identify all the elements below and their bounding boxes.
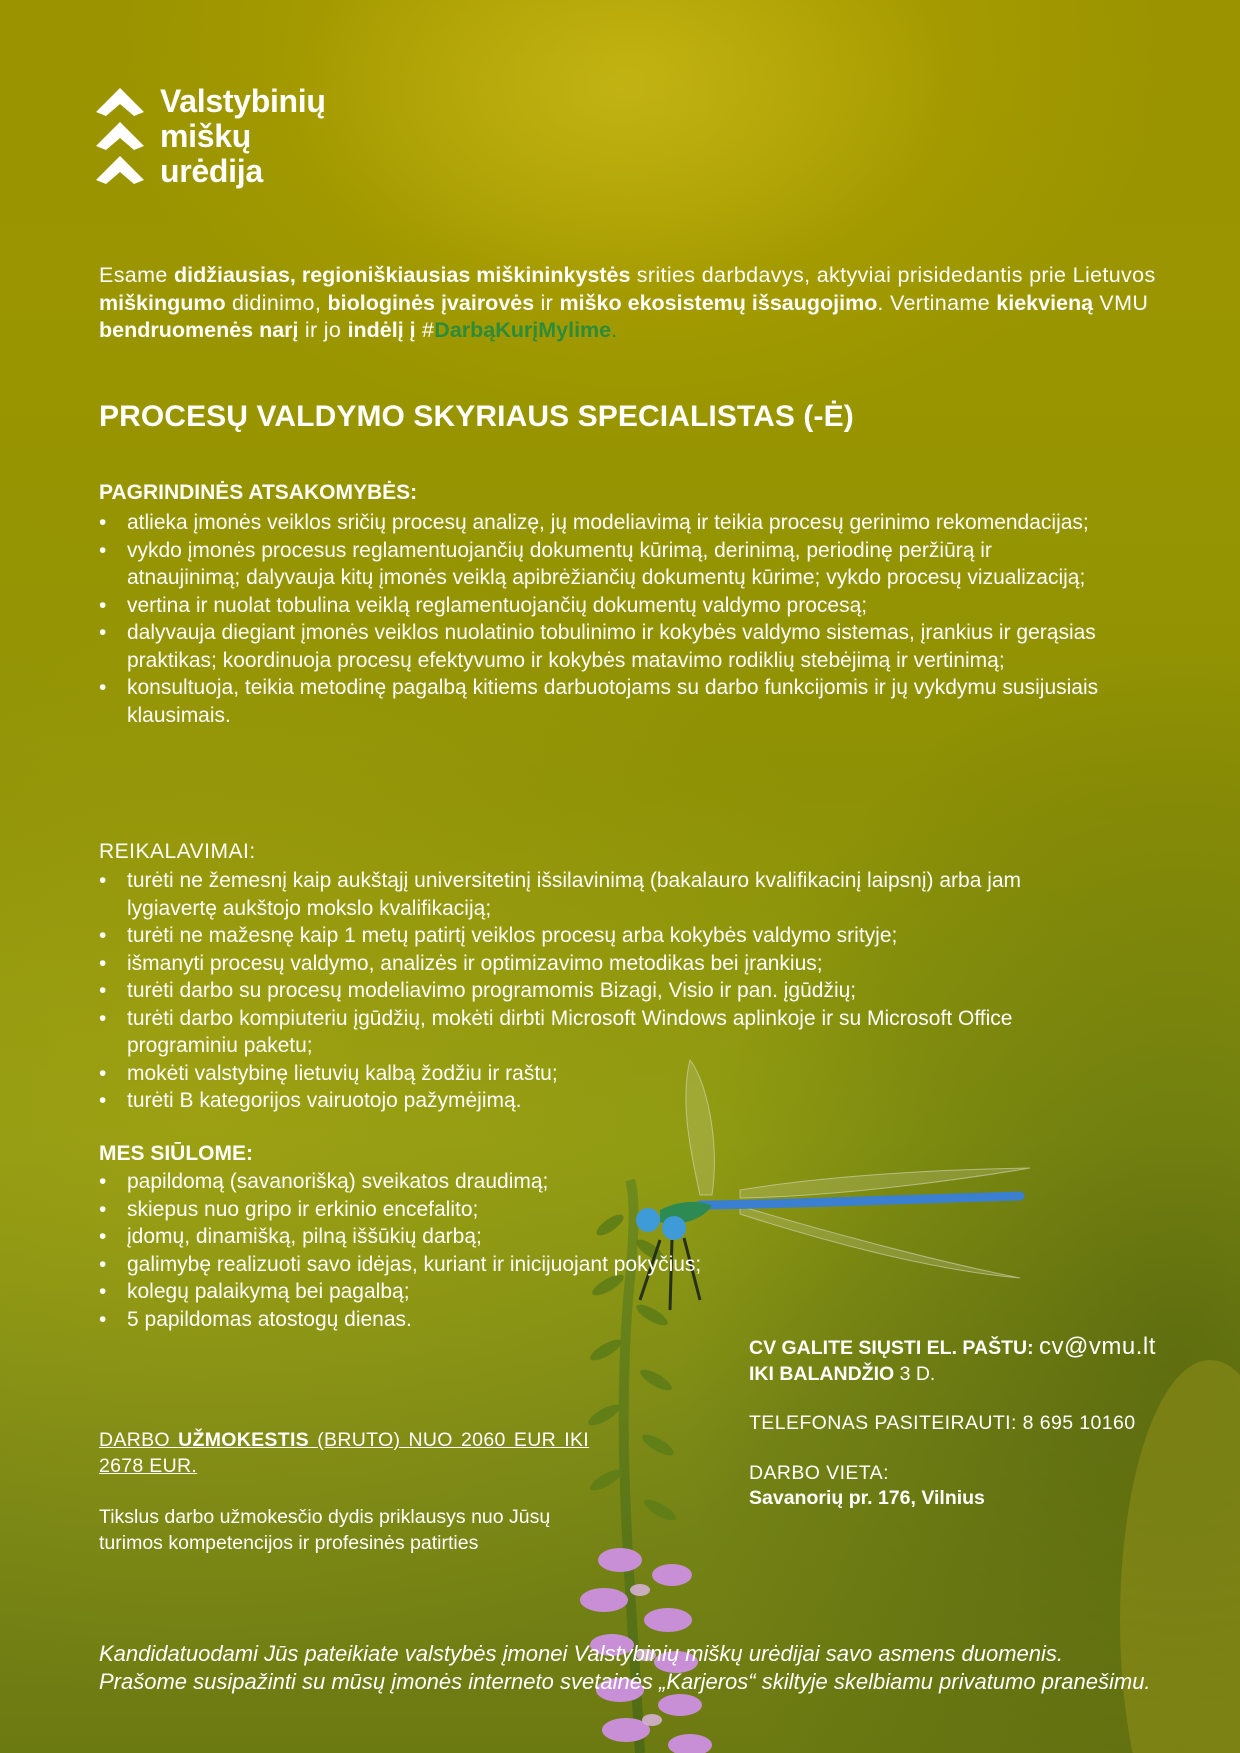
footer-line: Kandidatuodami Jūs pateikiate valstybės įmonei Valstybinių miškų urėdijai savo asmens duomenis. [99, 1641, 1064, 1666]
salary-note: Tikslus darbo užmokesčio dydis priklausys nuo Jūsų turimos kompetencijos ir profesinės patirties [99, 1506, 551, 1554]
phone-number: 8 695 10160 [1022, 1412, 1136, 1434]
requirement-item: • turėti darbo su procesų modeliavimo programomis Bizagi, Visio ir pan. įgūdžių; [99, 977, 1109, 1005]
privacy-footer [99, 1640, 1229, 1696]
intro-bold: kiekvieną [996, 290, 1094, 315]
responsibilities-heading: PAGRINDINĖS ATSAKOMYBĖS: [99, 481, 418, 504]
requirements-heading: REIKALAVIMAI: [99, 840, 256, 863]
intro-text: . Vertiname [877, 290, 997, 315]
intro-paragraph [99, 262, 1179, 345]
footer-line: Prašome susipažinti su mūsų įmonės interneto svetainės „Karjeros“ skiltyje skelbiamu privatumo pranešimu. [99, 1669, 1151, 1694]
phone-label: TELEFONAS PASITEIRAUTI: [749, 1412, 1017, 1434]
responsibility-item: • dalyvauja diegiant įmonės veiklos nuolatinio tobulinimo ir kokybės valdymo sistemas, įrankius ir gerąsias praktikas; koordinuoja procesų efektyvumo ir kokybės matavimo rodiklių stebėjimą ir vertinimą; [99, 619, 1109, 674]
intro-bold: biologinės įvairovės [327, 290, 535, 315]
intro-text: # [415, 318, 435, 342]
cv-line [749, 1334, 1219, 1362]
intro-text: VMU [1093, 290, 1149, 315]
place-address-text: Savanorių pr. 176, Vilnius [749, 1487, 985, 1509]
deadline-bold: IKI BALANDŽIO [749, 1362, 895, 1385]
offer-item: • įdomų, dinamišką, pilną iššūkių darbą; [99, 1223, 1109, 1251]
cv-email-link[interactable]: cv@vmu.lt [1039, 1333, 1156, 1360]
intro-text: ir [534, 290, 560, 315]
intro-bold: didžiausias, regioniškiausias miškininkystės [174, 263, 631, 287]
requirement-item: • turėti B kategorijos vairuotojo pažymėjimą. [99, 1087, 1109, 1115]
intro-text: Esame [99, 263, 174, 287]
contact-block [749, 1334, 1219, 1512]
requirement-item: • turėti darbo kompiuteriu įgūdžių, mokėti dirbti Microsoft Windows aplinkoje ir su Microsoft Office programiniu paketu; [99, 1005, 1109, 1060]
intro-text: didinimo, [225, 290, 328, 315]
responsibility-item: • vertina ir nuolat tobulina veiklą reglamentuojančių dokumentų valdymo procesą; [99, 592, 1109, 620]
salary-text: DARBO [99, 1429, 179, 1451]
intro-text: . [611, 318, 618, 342]
offer-list [99, 1168, 1109, 1333]
deadline-line [749, 1362, 1219, 1388]
salary-text: (BRUTO) NUO 2060 EUR IKI 2678 EUR. [99, 1429, 589, 1477]
logo-line: urėdija [160, 153, 263, 189]
offer-item: • skiepus nuo gripo ir erkinio encefalito; [99, 1196, 1109, 1224]
tree-chevron-icon [94, 86, 146, 190]
cv-label: CV GALITE SIŲSTI EL. PAŠTU: [749, 1337, 1034, 1359]
phone-line [749, 1411, 1219, 1437]
logo-line: Valstybinių [160, 83, 326, 119]
requirements-list [99, 867, 1109, 1115]
requirement-item: • išmanyti procesų valdymo, analizės ir optimizavimo metodikas bei įrankius; [99, 950, 1109, 978]
offer-item: • papildomą (savanorišką) sveikatos draudimą; [99, 1168, 1109, 1196]
offer-heading: MES SIŪLOME: [99, 1142, 254, 1165]
intro-bold: miško ekosistemų išsaugojimo [559, 290, 878, 315]
requirement-item: • turėti ne mažesnę kaip 1 metų patirtį veiklos procesų arba kokybės valdymo srityje; [99, 922, 1109, 950]
requirement-item: • turėti ne žemesnį kaip aukštąjį universitetinį išsilavinimą (bakalauro kvalifikacinį laipsnį) arba jam lygiavertę aukštojo mokslo kvalifikaciją; [99, 867, 1109, 922]
responsibility-item: • vykdo įmonės procesus reglamentuojančių dokumentų kūrimą, derinimą, periodinę peržiūrą ir atnaujinimą; dalyvauja kitų įmonės veiklą apibrėžiančių dokumentų kūrime; vykdo procesų vizualizaciją; [99, 537, 1109, 592]
offer-item: • 5 papildomas atostogų dienas. [99, 1306, 1109, 1334]
intro-bold: bendruomenės narį [99, 318, 299, 342]
responsibilities-list [99, 509, 1109, 729]
salary-info [99, 1428, 589, 1479]
salary-bold: UŽMOKESTIS [178, 1429, 309, 1451]
intro-bold: indėlį į [347, 318, 416, 342]
place-address [749, 1486, 1219, 1512]
intro-text: ir jo [298, 318, 348, 342]
responsibility-item: • konsultuoja, teikia metodinę pagalbą kitiems darbuotojams su darbo funkcijomis ir jų vykdymu susijusiais klausimais. [99, 674, 1109, 729]
intro-bold: miškingumo [99, 290, 226, 315]
deadline-rest: 3 D. [894, 1362, 936, 1385]
job-title: PROCESŲ VALDYMO SKYRIAUS SPECIALISTAS (-Ė) [99, 400, 854, 433]
place-label: DARBO VIETA: [749, 1461, 889, 1484]
offer-item: • galimybę realizuoti savo idėjas, kuriant ir inicijuojant pokyčius; [99, 1251, 1109, 1279]
logo-wordmark [160, 84, 326, 189]
requirement-item: • mokėti valstybinę lietuvių kalbą žodžiu ir raštu; [99, 1060, 1109, 1088]
vmu-logo [94, 83, 334, 194]
intro-text: srities darbdavys, aktyviai prisidedantis prie Lietuvos [630, 263, 1156, 287]
offer-item: • kolegų palaikymą bei pagalbą; [99, 1278, 1109, 1306]
hashtag: DarbąKurįMylime [434, 318, 612, 342]
logo-line: miškų [160, 118, 251, 154]
responsibility-item: • atlieka įmonės veiklos sričių procesų analizę, jų modeliavimą ir teikia procesų gerinimo rekomendacijas; [99, 509, 1109, 537]
